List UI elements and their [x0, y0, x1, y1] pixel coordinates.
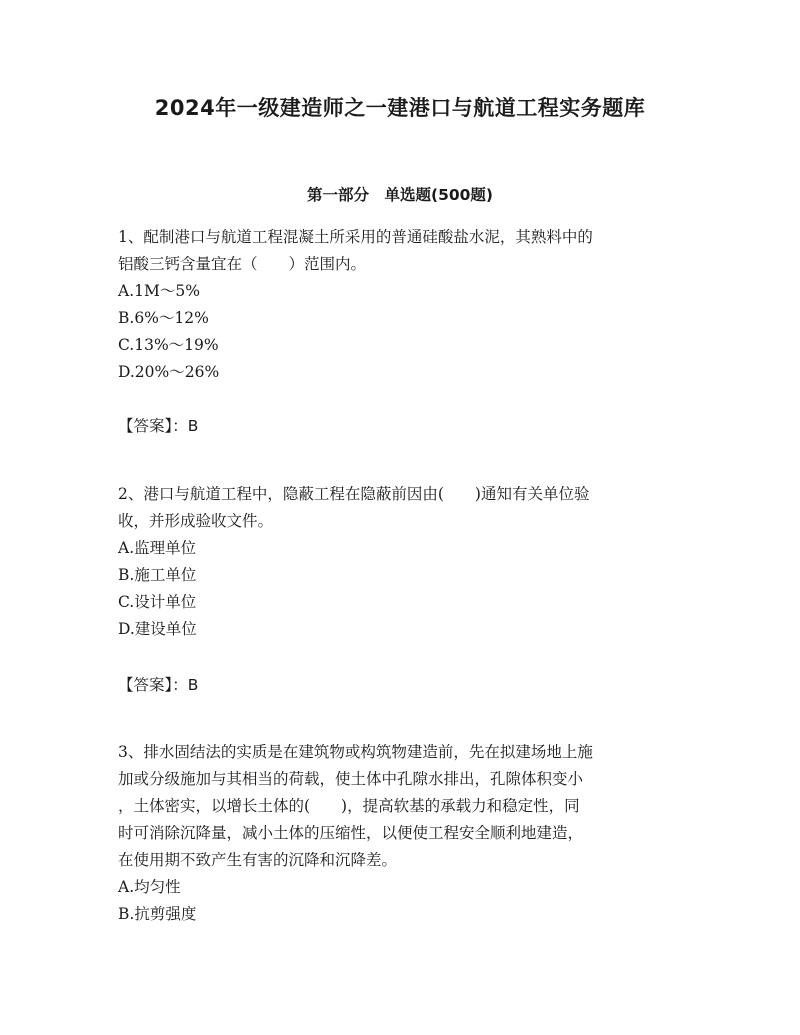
- option-a: A.监理单位: [118, 539, 197, 557]
- question-stem-line: 3、排水固结法的实质是在建筑物或构筑物建造前，先在拟建场地上施: [118, 743, 593, 761]
- question-stem-line: 时可消除沉降量，减小土体的压缩性，以便使工程安全顺利地建造，: [118, 824, 584, 842]
- option-b: B.施工单位: [118, 566, 197, 584]
- answer-line: 【答案】：B: [118, 417, 199, 435]
- option-c: C.设计单位: [118, 593, 197, 611]
- option-b: B.6%～12%: [118, 309, 209, 327]
- question-stem-line: 加或分级施加与其相当的荷载，使土体中孔隙水排出，孔隙体积变小: [118, 770, 584, 788]
- question-stem-line: 在使用期不致产生有害的沉降和沉降差。: [118, 851, 398, 869]
- question-stem-line: 收，并形成验收文件。: [118, 512, 274, 530]
- answer-line: 【答案】：B: [118, 676, 199, 694]
- document-title: 2024年一级建造师之一建港口与航道工程实务题库: [154, 96, 646, 120]
- option-a: A.均匀性: [118, 878, 181, 896]
- section-title: 第一部分 单选题(500题): [306, 186, 494, 204]
- option-d: D.建设单位: [118, 620, 197, 638]
- option-a: A.1M～5%: [118, 282, 200, 300]
- option-c: C.13%～19%: [118, 336, 219, 354]
- option-d: D.20%～26%: [118, 363, 220, 381]
- option-b: B.抗剪强度: [118, 905, 197, 923]
- question-stem-line: 2、港口与航道工程中，隐蔽工程在隐蔽前因由( )通知有关单位验: [118, 485, 590, 503]
- question-stem-line: 铝酸三钙含量宜在（ ）范围内。: [118, 255, 367, 273]
- question-stem-line: ，土体密实，以增长土体的( )，提高软基的承载力和稳定性，同: [118, 797, 580, 815]
- question-stem-line: 1、配制港口与航道工程混凝土所采用的普通硅酸盐水泥，其熟料中的: [118, 228, 593, 246]
